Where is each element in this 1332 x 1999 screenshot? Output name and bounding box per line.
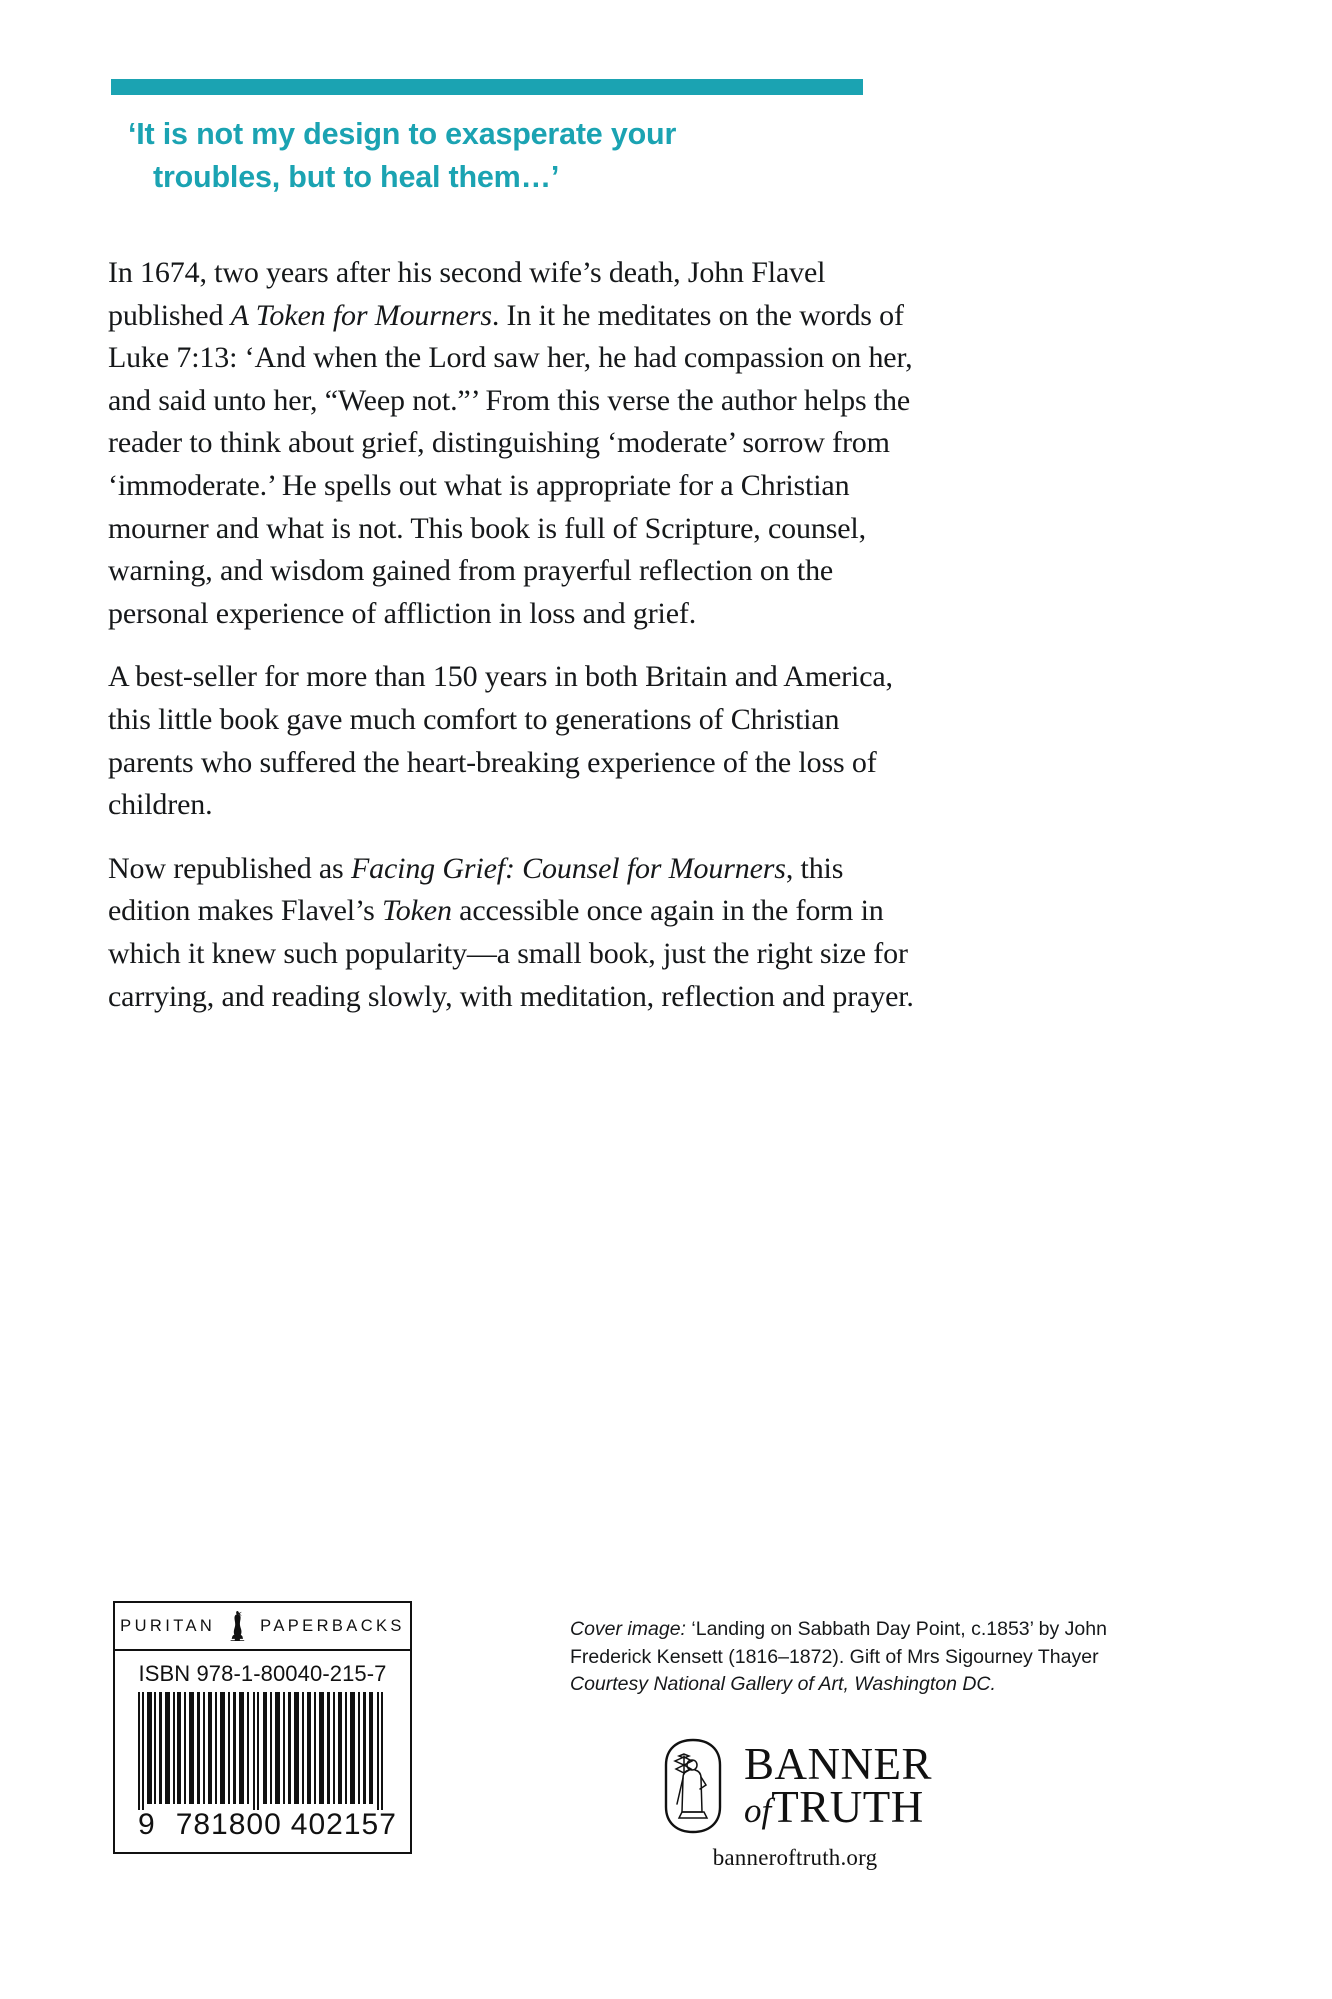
paragraph-3-part-1: Now republished as (108, 851, 351, 885)
paragraph-1-part-1: In 1674, two years after his second wife’s death, John Flavel published (108, 256, 826, 332)
pull-quote-line-2: troubles, but to heal them…’ (153, 160, 560, 194)
paragraph-3-part-2: , this edition makes Flavel’s (108, 851, 844, 928)
blurb-paragraph-2: A best-seller for more than 150 years in both Britain and America, this little book gave much comfort to generations of Christian parents who suffered the heart-breaking experience of the loss of children. (108, 660, 893, 822)
publisher-url: banneroftruth.org (712, 1845, 878, 1870)
pull-quote (128, 113, 860, 199)
publisher-name (743, 1738, 932, 1832)
barcode-lead-digit: 9 (138, 1808, 156, 1841)
credit-label: Cover image: (570, 1618, 686, 1640)
isbn-barcode-block (113, 1601, 412, 1854)
cover-image-credit (570, 1616, 1230, 1699)
credit-line-1: ‘Landing on Sabbath Day Point, c.1853’ by John (685, 1618, 1107, 1640)
publisher-name-truth: TRUTH (771, 1782, 924, 1832)
blurb-text (108, 252, 928, 1018)
publisher-name-line-2 (743, 1782, 932, 1832)
publisher-logo (570, 1738, 1020, 1871)
paragraph-1-part-2: . In it he meditates on the words of Luke 7:13: ‘And when the Lord saw her, he had compassion on her, and said unto her, “Weep not.”’ From this verse the author helps the reader to think about grief, distinguishing ‘moderate’ sorrow from ‘immoderate.’ He spells out what is appropriate for a Christian mourner and what is not. This book is full of Scripture, counsel, warning, and wisdom gained from prayerful reflection on the personal experience of affliction in loss and grief. (108, 298, 913, 630)
publisher-name-line-1: BANNER (743, 1738, 932, 1789)
puritan-preacher-icon (228, 1611, 247, 1641)
accent-rule (111, 79, 863, 95)
ean13-barcode (136, 1692, 389, 1810)
pull-quote-line-1: ‘It is not my design to exasperate your (128, 117, 677, 151)
series-label-right: PAPERBACKS (260, 1616, 405, 1635)
blurb-paragraph-1 (108, 252, 928, 635)
book-title-token: Token (382, 894, 452, 928)
colophon-band (0, 1596, 1332, 1999)
publisher-lockup (658, 1738, 932, 1834)
barcode-group-2: 402157 (290, 1808, 397, 1841)
barcode-digits (136, 1808, 397, 1842)
blurb-paragraph-3 (108, 848, 928, 1018)
publisher-name-of: of (743, 1791, 772, 1830)
isbn-number: ISBN 978-1-80040-215-7 (138, 1661, 387, 1686)
series-label-left: PURITAN (120, 1616, 216, 1635)
book-title-facing-grief: Facing Grief: Counsel for Mourners (350, 851, 786, 885)
credit-line-3: Courtesy National Gallery of Art, Washington DC. (570, 1673, 996, 1695)
book-title-token-for-mourners: A Token for Mourners (230, 298, 492, 332)
paragraph-3-part-3: accessible once again in the form in which it knew such popularity—a small book, just the right size for carrying, and reading slowly, with meditation, reflection and prayer. (108, 894, 914, 1013)
barcode-group-1: 781800 (175, 1808, 282, 1841)
credit-line-2: Frederick Kensett (1816–1872). Gift of Mrs Sigourney Thayer (570, 1645, 1099, 1668)
isbn-body (115, 1651, 410, 1852)
puritan-paperbacks-banner (115, 1603, 410, 1651)
banner-of-truth-preacher-emblem-icon (658, 1738, 728, 1834)
